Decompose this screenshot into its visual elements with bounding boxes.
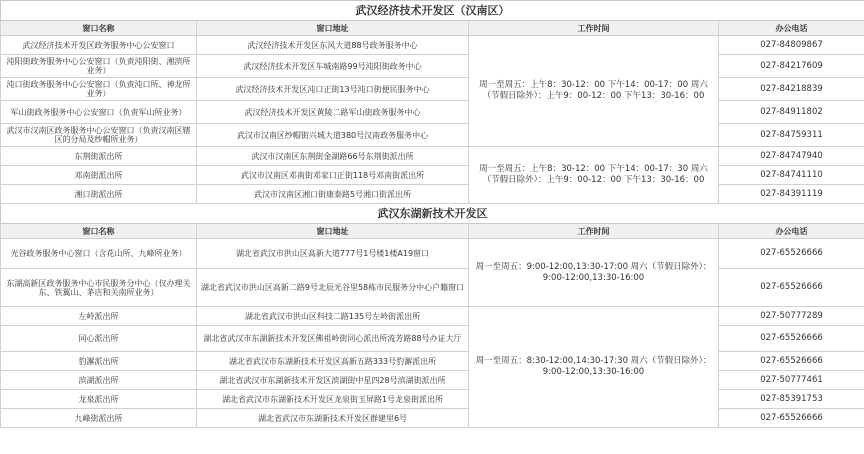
header-address: 窗口地址 [197,21,469,36]
window-name: 武汉经济技术开发区政务服务中心公安窗口 [1,36,197,55]
window-name: 邓南街派出所 [1,166,197,185]
section-title: 武汉经济技术开发区（汉南区） [1,1,864,21]
window-name: 东荆街派出所 [1,147,197,166]
window-name: 东湖高新区政务服务中心市民服务分中心（仅办理关东、铁翼山、茅店和关南所业务） [1,269,197,307]
office-phone: 027-84741110 [719,166,864,185]
window-name: 光谷政务服务中心窗口（含花山所、九峰所业务） [1,239,197,269]
office-phone: 027-84759311 [719,124,864,147]
office-phone: 027-84218839 [719,78,864,101]
header-address: 窗口地址 [197,224,469,239]
header-hours: 工作时间 [469,224,719,239]
window-address: 湖北省武汉市东湖新技术开发区佛祖岭街同心派出所流芳路88号办证大厅 [197,326,469,352]
header-window: 窗口名称 [1,21,197,36]
office-phone: 027-84809867 [719,36,864,55]
window-address: 武汉市汉南区湘口街康泰路5号湘口街派出所 [197,185,469,204]
table-row [1,78,864,101]
window-name: 豹澥派出所 [1,352,197,371]
office-phone: 027-85391753 [719,390,864,409]
window-address: 湖北省武汉市东湖新技术开发区龙泉街玉屏路1号龙泉街派出所 [197,390,469,409]
table-row [1,185,864,204]
window-name: 龙泉派出所 [1,390,197,409]
table-row [1,166,864,185]
window-address: 武汉经济技术开发区黄陵二路军山街政务服务中心 [197,101,469,124]
window-address: 湖北省武汉市洪山区高新大道777号1号楼1楼A19窗口 [197,239,469,269]
table-row [1,36,864,55]
header-row [1,224,864,239]
table-row [1,409,864,428]
table-row [1,55,864,78]
window-address: 武汉经济技术开发区车城南路99号沌阳街政务中心 [197,55,469,78]
window-name: 左岭派出所 [1,307,197,326]
section-title-row [1,1,864,21]
window-address: 武汉经济技术开发区东风大道88号政务服务中心 [197,36,469,55]
office-phone: 027-65526666 [719,326,864,352]
office-phone: 027-65526666 [719,409,864,428]
header-phone: 办公电话 [719,21,864,36]
table-row [1,147,864,166]
office-phone: 027-84217609 [719,55,864,78]
window-address: 湖北省武汉市东湖新技术开发区滨湖街中星四28号滨湖街派出所 [197,371,469,390]
work-hours: 周一至周五：上午8：30-12：00 下午14：00-17：00 周六（节假日除外）：上午9：00-12：00 下午13：30-16：00 [469,36,719,147]
window-name: 湘口街派出所 [1,185,197,204]
office-phone: 027-50777461 [719,371,864,390]
work-hours: 周一至周五：9:00-12:00,13:30-17:00 周六（节假日除外）：9:00-12:00,13:30-16:00 [469,239,719,307]
window-name: 滨湖派出所 [1,371,197,390]
table-row [1,352,864,371]
table-row [1,326,864,352]
header-hours: 工作时间 [469,21,719,36]
header-window: 窗口名称 [1,224,197,239]
window-address: 武汉市汉南区东荆街金湖路66号东荆街派出所 [197,147,469,166]
table-row [1,371,864,390]
header-phone: 办公电话 [719,224,864,239]
window-address: 湖北省武汉市东湖新技术开发区群建里6号 [197,409,469,428]
office-phone: 027-65526666 [719,239,864,269]
office-phone: 027-84747940 [719,147,864,166]
office-phone: 027-65526666 [719,269,864,307]
office-phone: 027-65526666 [719,352,864,371]
table-row [1,239,864,269]
work-hours: 周一至周五：8:30-12:00,14:30-17:30 周六（节假日除外）：9:00-12:00,13:30-16:00 [469,307,719,428]
office-phone: 027-84911802 [719,101,864,124]
window-name: 九峰街派出所 [1,409,197,428]
window-address: 武汉经济技术开发区沌口正街13号沌口街便民服务中心 [197,78,469,101]
window-name: 武汉市汉南区政务服务中心公安窗口（负责汉南区辖区的分局及纱帽所业务） [1,124,197,147]
window-name: 同心派出所 [1,326,197,352]
window-address: 武汉市汉南区纱帽街兴城大道380号汉南政务服务中心 [197,124,469,147]
work-hours: 周一至周五：上午8：30-12：00 下午14：00-17：30 周六（节假日除外）：上午9：00-12：00 下午13：30-16：00 [469,147,719,204]
window-name: 沌阳街政务服务中心公安窗口（负责沌阳街、湘滨所业务） [1,55,197,78]
window-name: 军山街政务服务中心公安窗口（负责军山所业务） [1,101,197,124]
table-row [1,101,864,124]
table-row [1,390,864,409]
section-title-row [1,204,864,224]
window-address: 湖北省武汉市洪山区科技二路135号左岭街派出所 [197,307,469,326]
table-row [1,124,864,147]
office-phone: 027-84391119 [719,185,864,204]
section-title: 武汉东湖新技术开发区 [1,204,864,224]
table-row [1,269,864,307]
window-address: 湖北省武汉市洪山区高新二路9号北辰光谷里58栋市民服务分中心户籍窗口 [197,269,469,307]
header-row [1,21,864,36]
window-address: 湖北省武汉市东湖新技术开发区高新五路333号豹澥派出所 [197,352,469,371]
window-name: 沌口街政务服务中心公安窗口（负责沌口所、神龙所业务） [1,78,197,101]
window-address: 武汉市汉南区邓南街邓家口正街118号邓南街派出所 [197,166,469,185]
office-phone: 027-50777289 [719,307,864,326]
table-row [1,307,864,326]
